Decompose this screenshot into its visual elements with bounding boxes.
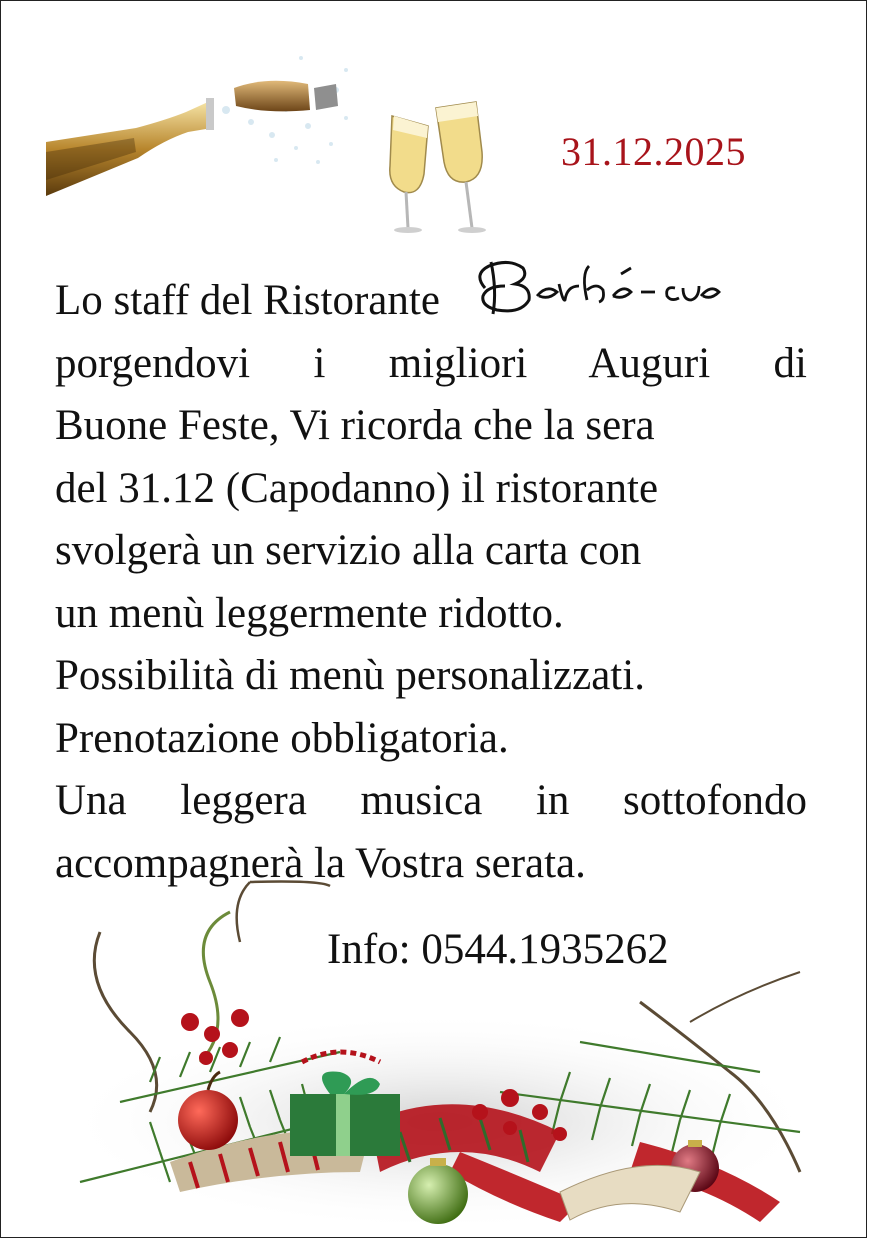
champagne-bottle-illustration — [46, 40, 366, 200]
announcement-line: accompagnerà la Vostra serata. — [55, 839, 586, 887]
info-phone: Info: 0544.1935262 — [327, 926, 669, 973]
barbecue-script-logo-icon — [471, 256, 723, 337]
christmas-wreath-illustration — [40, 872, 850, 1232]
announcement-line: Prenotazione obbligatoria. — [55, 714, 509, 762]
announcement-line: del 31.12 (Capodanno) il ristorante — [55, 464, 659, 512]
announcement-line — [55, 252, 835, 333]
announcement-line: Una leggera musica in sottofondo — [55, 777, 807, 824]
announcement-line-text: Lo staff del Ristorante — [55, 277, 440, 324]
logo-svg — [471, 256, 723, 318]
announcement-line: Possibilità di menù personalizzati. — [55, 652, 645, 699]
champagne-flutes-illustration — [384, 96, 494, 236]
event-date: 31.12.2025 — [561, 129, 746, 174]
announcement-line: porgendovi i migliori Auguri di — [55, 339, 807, 387]
announcement-line: svolgerà un servizio alla carta con — [55, 527, 642, 574]
announcement-line: Buone Feste, Vi ricorda che la sera — [55, 402, 655, 449]
announcement-text — [55, 252, 835, 895]
announcement-line: un menù leggermente ridotto. — [55, 589, 564, 637]
